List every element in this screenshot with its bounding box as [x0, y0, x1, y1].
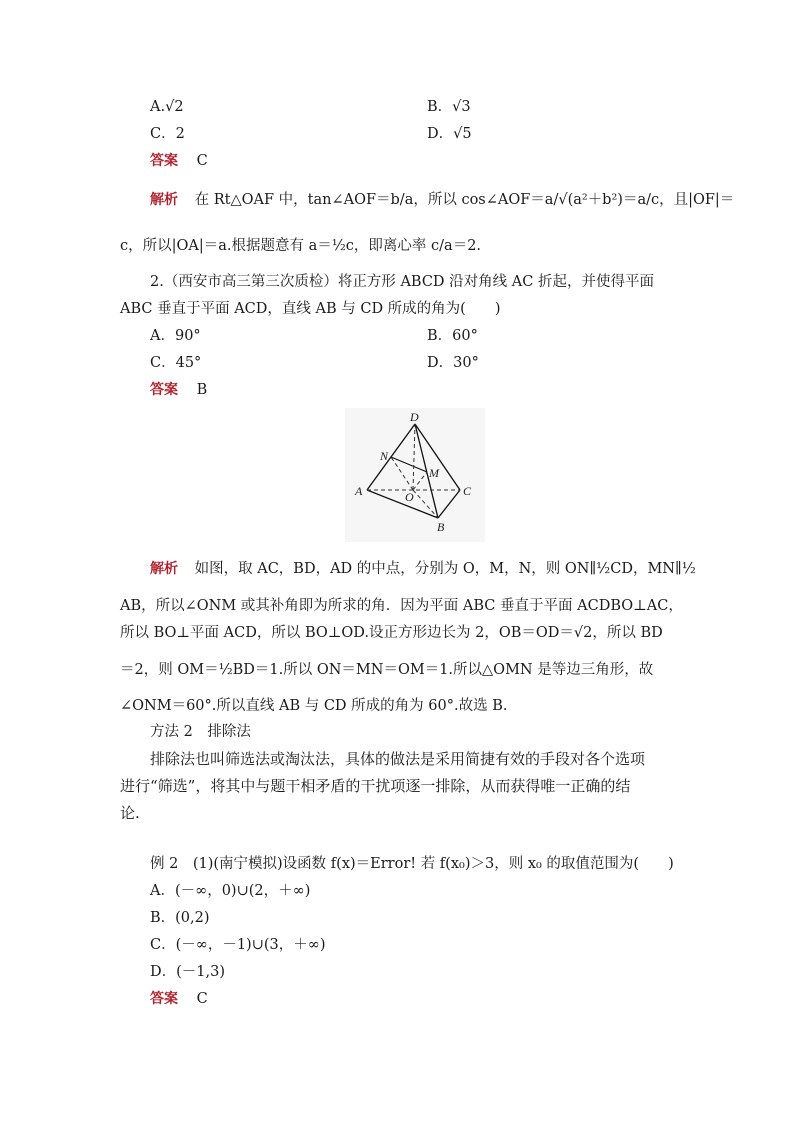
q2-analysis-line5: ∠ONM＝60°.所以直线 AB 与 CD 所成的角为 60°.故选 B. — [120, 698, 508, 714]
example2-option-a: A．(－∞，0)∪(2，＋∞) — [150, 883, 311, 899]
q1-option-d: D．√5 — [427, 126, 472, 142]
q2-analysis-line3: 所以 BO⊥平面 ACD，所以 BO⊥OD.设正方形边长为 2，OB＝OD＝√2，所以 BD — [120, 625, 663, 641]
q2-analysis-line1 — [150, 559, 696, 579]
label-d: D — [410, 410, 419, 424]
q1-analysis-line2: c，所以|OA|＝a.根据题意有 a＝½c，即离心率 c/a＝2. — [120, 238, 482, 254]
label-b: B — [437, 520, 445, 534]
q2-option-c: C．45° — [150, 355, 202, 371]
q1-option-b: B．√3 — [427, 99, 471, 115]
q1-option-c: C．2 — [150, 126, 185, 142]
q2-analysis-label: 解析 — [150, 561, 178, 577]
q1-analysis-label: 解析 — [150, 192, 178, 208]
method2-body-line1: 排除法也叫筛选法或淘汰法，具体的做法是采用简捷有效的手段对各个选项 — [150, 750, 646, 768]
q2-answer — [150, 380, 207, 400]
label-c: C — [463, 484, 472, 498]
example2-option-d: D．(－1,3) — [150, 964, 225, 980]
label-n: N — [380, 449, 389, 463]
q2-answer-label: 答案 — [150, 382, 178, 398]
q1-answer — [150, 151, 208, 171]
example2-option-b: B．(0,2) — [150, 910, 210, 926]
example2-option-c: C．(－∞，－1)∪(3，＋∞) — [150, 937, 326, 953]
q2-analysis-line2: AB，所以∠ONM 或其补角即为所求的角．因为平面 ABC 垂直于平面 ACDBO⊥AC， — [120, 598, 683, 614]
tetrahedron-figure — [345, 408, 485, 542]
label-a: A — [355, 484, 363, 498]
q1-option-a: A.√2 — [150, 99, 184, 115]
q2-option-b: B．60° — [427, 328, 478, 344]
q1-answer-value: C — [196, 153, 208, 169]
q2-stem-line2: ABC 垂直于平面 ACD，直线 AB 与 CD 所成的角为( ) — [120, 301, 501, 317]
label-m: M — [429, 466, 439, 480]
example2-answer-label: 答案 — [150, 991, 178, 1007]
q2-option-d: D．30° — [427, 355, 479, 371]
label-o: O — [405, 490, 414, 504]
q2-analysis-text: 如图，取 AC，BD，AD 的中点，分别为 O，M，N，则 ON∥½CD，MN∥½ — [194, 561, 696, 577]
method2-body-line2: 进行“筛选”，将其中与题干相矛盾的干扰项逐一排除，从而获得唯一正确的结 — [120, 777, 631, 795]
q2-option-a: A．90° — [150, 328, 201, 344]
example2-answer-value: C — [196, 991, 208, 1007]
method2-body-line3: 论. — [120, 804, 140, 822]
q1-analysis-line1 — [150, 190, 734, 210]
q1-analysis-text: 在 Rt△OAF 中，tan∠AOF＝b/a，所以 cos∠AOF＝a/√(a²＋b²)＝a/c，且|OF|＝ — [194, 192, 735, 208]
q2-analysis-line4: ＝2，则 OM＝½BD＝1.所以 ON＝MN＝OM＝1.所以△OMN 是等边三角形，故 — [120, 662, 654, 678]
q2-stem-line1: 2.（西安市高三第三次质检）将正方形 ABCD 沿对角线 AC 折起，并使得平面 — [150, 274, 654, 290]
method2-title: 方法 2 排除法 — [150, 724, 251, 740]
q2-answer-value: B — [196, 382, 208, 398]
example2-answer — [150, 989, 208, 1009]
example2-stem: 例 2 (1)(南宁模拟)设函数 f(x)＝Error! 若 f(x₀)＞3，则 x₀ 的取值范围为( ) — [150, 856, 674, 872]
figure-background — [345, 408, 485, 542]
q1-answer-label: 答案 — [150, 153, 178, 169]
